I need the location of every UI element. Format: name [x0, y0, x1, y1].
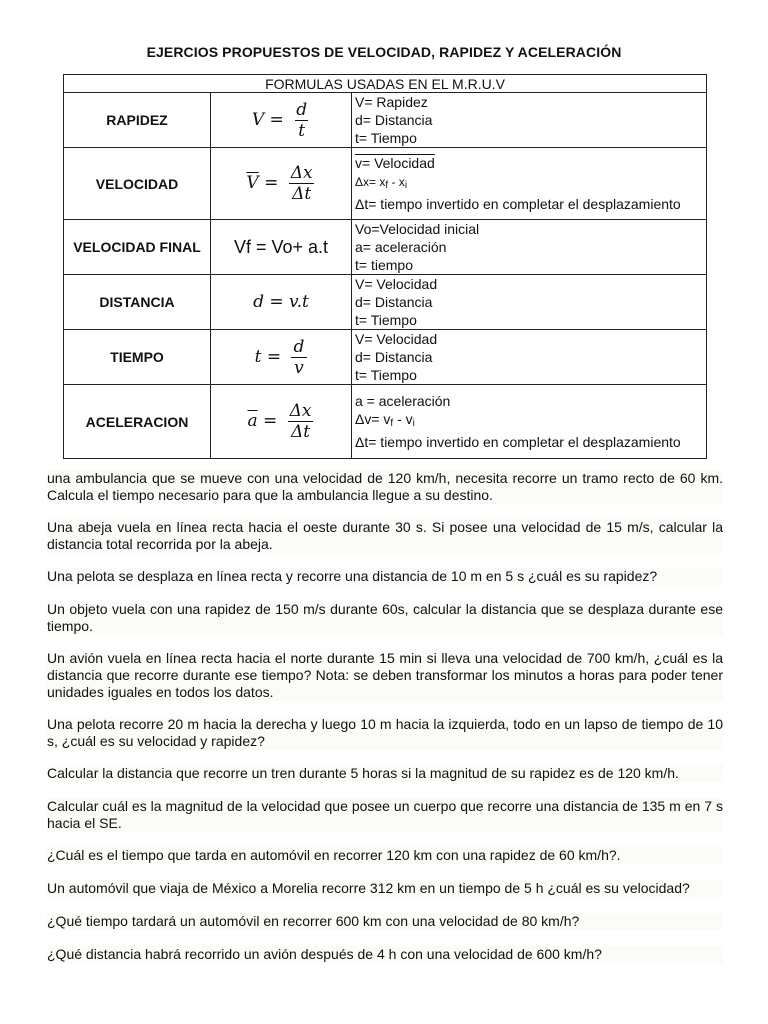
desc-line: t= Tiempo [355, 130, 417, 146]
subscript: i [412, 418, 415, 429]
row-name-rapidez: RAPIDEZ [64, 93, 211, 148]
subscript: i [404, 180, 408, 191]
formula-lhs: t = [254, 346, 282, 367]
fraction-numerator: Δx [289, 401, 312, 421]
desc-text: - v [393, 411, 413, 427]
desc-line: t= Tiempo [355, 367, 417, 383]
subscript: f [390, 418, 394, 429]
row-name-velocidad: VELOCIDAD [64, 148, 211, 220]
formula-lhs: V = [251, 109, 284, 130]
desc-line: v= Velocidad [355, 155, 435, 171]
exercise-6: Una pelota recorre 20 m hacia la derecha y luego 10 m hacia la izquierda, todo en un lapso de tiempo de 10 s, ¿cuál es su velocidad y rapidez? [47, 716, 723, 749]
description-velocidad [352, 148, 707, 220]
formula-lhs: $\overline{a}$ [247, 411, 258, 431]
description-rapidez [352, 93, 707, 148]
exercise-3: Una pelota se desplaza en línea recta y recorre una distancia de 10 m en 5 s ¿cuál es su rapidez? [47, 568, 723, 585]
exercise-8: Calcular cuál es la magnitud de la velocidad que posee un cuerpo que recorre una distancia de 135 m en 7 s hacia el SE. [47, 798, 723, 831]
fraction-numerator: Δx [290, 163, 313, 183]
formula-rapidez [211, 93, 352, 148]
formula-tiempo [211, 330, 352, 385]
table-row [64, 385, 707, 459]
fraction-denominator: t [295, 120, 308, 141]
table-row [64, 275, 707, 330]
description-tiempo [352, 330, 707, 385]
desc-line: V= Rapidez [355, 94, 428, 110]
exercise-4: Un objeto vuela con una rapidez de 150 m/s durante 60s, calcular la distancia que se desplaza durante ese tiempo. [47, 601, 723, 634]
formula-text: Vf = Vo+ a.t [233, 236, 329, 257]
desc-text: - x [388, 175, 405, 189]
desc-line: a= aceleración [355, 239, 447, 255]
fraction [291, 337, 308, 378]
desc-text: Δx= x [355, 175, 386, 189]
fraction-denominator: Δt [289, 183, 314, 204]
description-distancia [352, 275, 707, 330]
desc-line: V= Velocidad [355, 331, 438, 347]
exercise-10: Un automóvil que viaja de México a Morelia recorre 312 km en un tiempo de 5 h ¿cuál es su velocidad? [47, 880, 723, 897]
table-row [64, 220, 707, 275]
formula-velocidad [211, 148, 352, 220]
desc-text: Δv= v [355, 411, 391, 427]
table-row [64, 330, 707, 385]
exercise-9: ¿Cuál es el tiempo que tarda en automóvil en recorrer 120 km con una rapidez de 60 km/h?. [47, 847, 723, 864]
fraction-numerator: d [296, 99, 308, 120]
row-name-tiempo: TIEMPO [64, 330, 211, 385]
formula-equals: = [264, 173, 279, 193]
desc-line [355, 410, 703, 433]
fraction-numerator: d [293, 336, 305, 357]
desc-line [355, 172, 703, 195]
formula-text: d = v.t [253, 292, 309, 312]
desc-line: d= Distancia [355, 349, 433, 365]
page-title: EJERCIOS PROPUESTOS DE VELOCIDAD, RAPIDEZ Y ACELERACIÓN [146, 44, 622, 60]
formula-equals: = [263, 411, 278, 431]
desc-line: Δt= tiempo invertido en completar el desplazamiento [355, 434, 681, 450]
description-velocidad-final [352, 220, 707, 275]
fraction [287, 401, 315, 442]
desc-line: a = aceleración [355, 393, 451, 409]
desc-line: d= Distancia [355, 112, 433, 128]
row-name-distancia: DISTANCIA [64, 275, 211, 330]
desc-line: t= tiempo [355, 257, 413, 273]
exercise-11: ¿Qué tiempo tardará un automóvil en recorrer 600 km con una velocidad de 80 km/h? [47, 913, 723, 930]
desc-line: V= Velocidad [355, 276, 438, 292]
row-name-aceleracion: ACELERACION [64, 385, 211, 459]
formula-distancia [211, 275, 352, 330]
table-row [64, 93, 707, 148]
table-header: FORMULAS USADAS EN EL M.R.U.V [64, 75, 707, 93]
description-aceleracion [352, 385, 707, 459]
desc-line: Vo=Velocidad inicial [355, 221, 480, 237]
formula-velocidad-final [211, 220, 352, 275]
exercise-2: Una abeja vuela en línea recta hacia el oeste durante 30 s. Si posee una velocidad de 15 m/s, calcular la distancia total recorrida por la abeja. [47, 519, 723, 552]
formula-table [63, 74, 707, 459]
exercise-12: ¿Qué distancia habrá recorrido un avión después de 4 h con una velocidad de 600 km/h? [47, 946, 723, 963]
fraction-denominator: Δt [288, 421, 313, 442]
fraction-denominator: v [291, 357, 307, 378]
table-row [64, 148, 707, 220]
subscript: f [385, 180, 389, 191]
row-name-velocidad-final: VELOCIDAD FINAL [64, 220, 211, 275]
desc-line: t= Tiempo [355, 312, 417, 328]
fraction [288, 163, 316, 204]
exercise-1: una ambulancia que se mueve con una velocidad de 120 km/h, necesita recorre un tramo recto de 60 km. Calcula el tiempo necesario para que la ambulancia llegue a su destino. [47, 470, 723, 503]
exercise-7: Calcular la distancia que recorre un tren durante 5 horas si la magnitud de su rapidez es de 120 km/h. [47, 765, 723, 782]
formula-lhs: $\overline{V}$ [246, 173, 259, 193]
exercise-5: Un avión vuela en línea recta hacia el norte durante 15 min si lleva una velocidad de 700 km/h, ¿cuál es la distancia que recorre durante ese tiempo? Nota: se deben transformar los minutos a horas para poder tener unidades iguales en todos los datos. [47, 650, 723, 700]
fraction [293, 100, 310, 141]
desc-line: Δt= tiempo invertido en completar el desplazamiento [355, 196, 681, 212]
desc-line: d= Distancia [355, 294, 433, 310]
formula-aceleracion [211, 385, 352, 459]
